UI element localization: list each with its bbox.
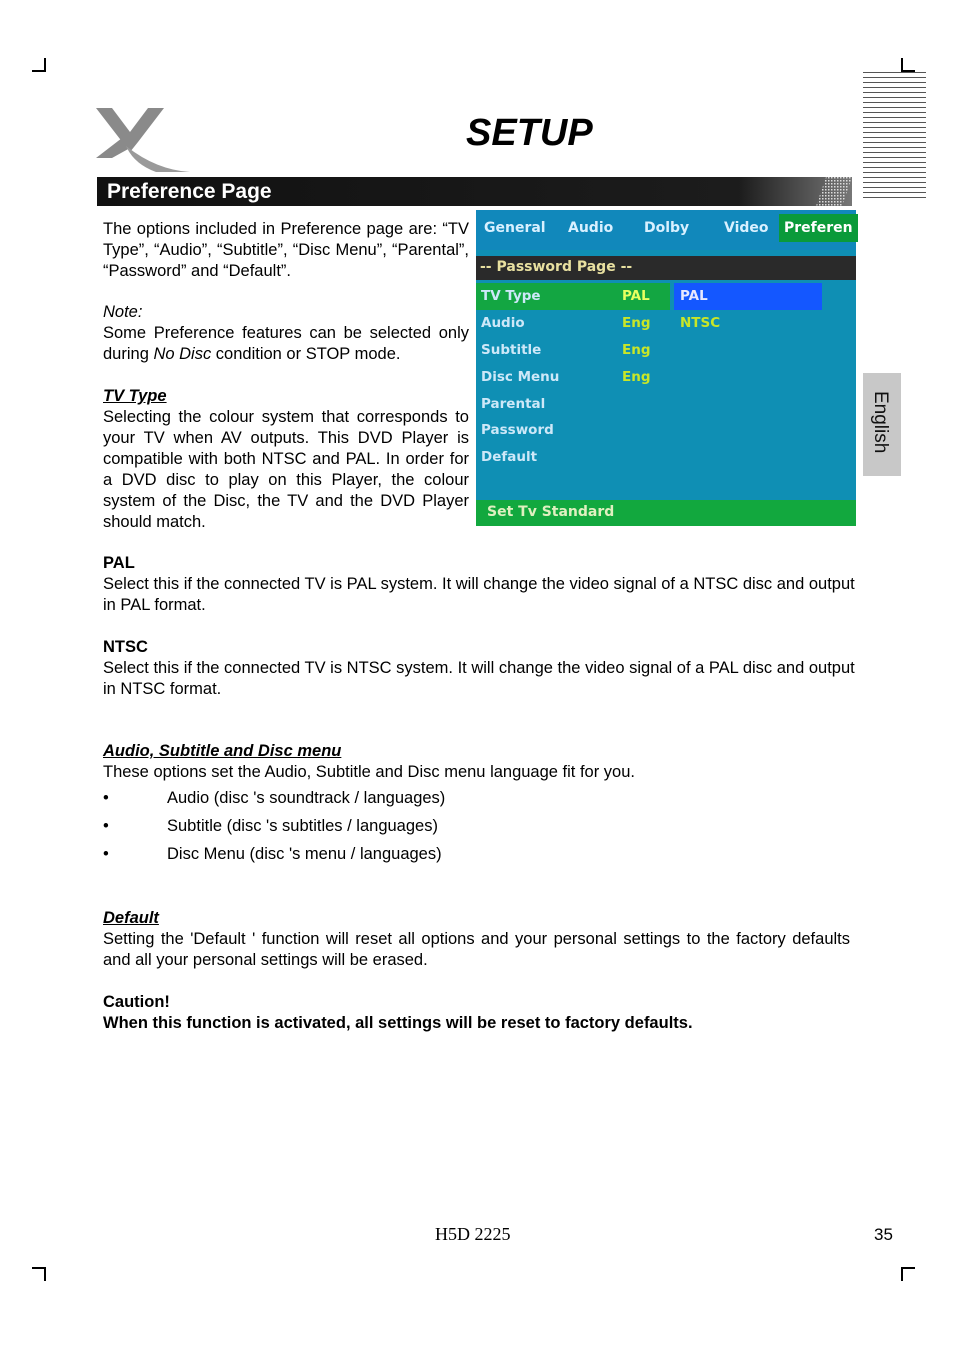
osd-item-audio: Audio (481, 315, 525, 331)
list-item (103, 817, 803, 845)
osd-item-parental: Parental (481, 396, 546, 412)
note-text-emphasis: No Disc (153, 345, 212, 363)
decorative-stripes (863, 72, 926, 198)
page-number: 35 (874, 1225, 893, 1244)
crop-mark-bottom-right (901, 1267, 915, 1281)
osd-menu-screenshot (476, 210, 856, 526)
ntsc-paragraph: Select this if the connected TV is NTSC system. It will change the video signal of a PAL disc and output in NTSC format. (103, 659, 855, 698)
caution-heading: Caution! (103, 993, 170, 1011)
note-label: Note: (103, 303, 143, 321)
section-title: Preference Page (107, 180, 272, 203)
osd-tab-audio: Audio (568, 220, 614, 236)
audio-subtitle-disc-heading: Audio, Subtitle and Disc menu (103, 742, 342, 760)
osd-tab-general: General (484, 220, 546, 236)
intro-text: The options included in Preference page are: “TV Type”, “Audio”, “Subtitle”, “Disc Menu”, “Parental”, “Password” and “Default”. (103, 220, 469, 280)
language-side-tab (863, 373, 901, 476)
osd-footer-text: Set Tv Standard (487, 504, 615, 520)
model-logo: H5D 2225 (435, 1224, 511, 1244)
bullet-icon: • (103, 817, 109, 835)
osd-item-subtitle: Subtitle (481, 342, 542, 358)
intro-paragraph (103, 219, 469, 282)
crop-mark-top-right (901, 58, 915, 72)
note-paragraph (103, 323, 469, 365)
crop-mark-bottom-left (32, 1267, 46, 1281)
default-paragraph: Setting the 'Default ' function will reset all options and your personal settings to the factory defaults and all your personal settings will be erased. (103, 930, 850, 969)
osd-tab-preference: Preferen (779, 214, 858, 242)
language-bullet-list (103, 789, 803, 873)
osd-item-password: Password (481, 422, 554, 438)
osd-page-header-text: -- Password Page -- (480, 259, 633, 275)
crop-mark-top-left (32, 58, 46, 72)
osd-option-pal: PAL (680, 288, 708, 304)
brand-logo (96, 108, 192, 174)
tv-type-heading: TV Type (103, 387, 167, 405)
pal-heading: PAL (103, 554, 135, 572)
osd-tab-video: Video (724, 220, 769, 236)
default-heading: Default (103, 909, 159, 927)
section-header-bar (97, 177, 852, 206)
list-item (103, 845, 803, 873)
osd-value-audio: Eng (622, 315, 651, 331)
osd-tab-dolby: Dolby (644, 220, 690, 236)
osd-option-ntsc: NTSC (680, 315, 721, 331)
pal-paragraph: Select this if the connected TV is PAL system. It will change the video signal of a NTSC disc and output in PAL format. (103, 575, 855, 614)
ntsc-heading: NTSC (103, 638, 148, 656)
bullet-text-subtitle: Subtitle (disc 's subtitles / languages) (167, 817, 438, 835)
osd-item-default: Default (481, 449, 538, 465)
osd-footer-bar (476, 500, 856, 526)
note-text-after: condition or STOP mode. (211, 345, 401, 363)
section-bar-pattern (816, 177, 852, 206)
bullet-text-disc-menu: Disc Menu (disc 's menu / languages) (167, 845, 442, 863)
osd-value-disc-menu: Eng (622, 369, 651, 385)
osd-value-tv-type: PAL (622, 288, 650, 304)
bullet-icon: • (103, 789, 109, 807)
osd-item-disc-menu: Disc Menu (481, 369, 560, 385)
osd-tab-bar (476, 210, 856, 250)
osd-page-header (476, 256, 856, 280)
bullet-icon: • (103, 845, 109, 863)
audio-subtitle-disc-paragraph: These options set the Audio, Subtitle and Disc menu language fit for you. (103, 763, 635, 781)
caution-text: When this function is activated, all settings will be reset to factory defaults. (103, 1014, 693, 1032)
list-item (103, 789, 803, 817)
tv-type-paragraph: Selecting the colour system that corresponds to your TV when AV outputs. This DVD Player is compatible with both NTSC and PAL. In order for a DVD disc to play on this Player, the colour system of the Disc, the TV and the DVD Player should match. (103, 408, 469, 531)
bullet-text-audio: Audio (disc 's soundtrack / languages) (167, 789, 446, 807)
page-title: SETUP (466, 112, 593, 154)
osd-item-tv-type: TV Type (481, 288, 541, 304)
language-side-tab-label: English (870, 391, 891, 454)
note-text-before: Some Preference features can be selected only during (103, 324, 469, 363)
osd-value-subtitle: Eng (622, 342, 651, 358)
